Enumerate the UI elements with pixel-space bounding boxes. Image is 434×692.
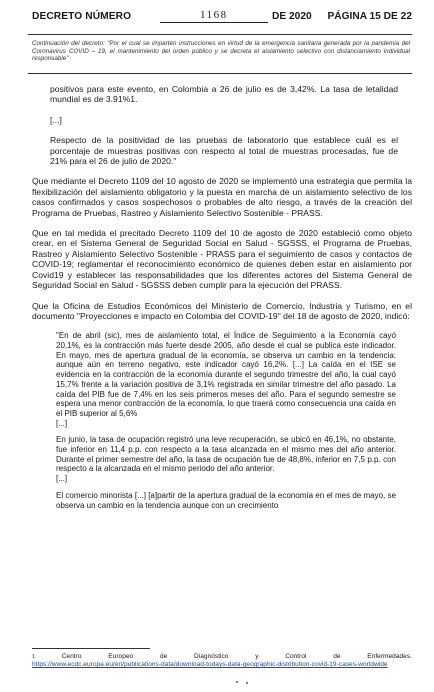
quote-employment: En junio, la tasa de ocupación registró una leve recuperación, se ubicó en 46,1%, no obstante, fue inferior en 11,4 p.p. con respecto a la tasa alcanzada en el mismo mes del año anterior. Durante el primer semestre del año, la tasa de ocupación fue de 48,8%, inferior en 7,5 p.p. con respecto a la alcanzada en el mismo periodo del año anterior. [56,435,396,474]
continuation-note: Continuación del decreto: "Por el cual se imparten instrucciones en virtud de la emergencia sanitaria generada por la pandemia del Coronavirus COVID – 19, el mantenimiento del orden público y se decreta el aislamiento selectivo con distanciamiento individual responsable" [32,40,410,63]
decree-number: 1168 [200,9,228,21]
paragraph-positivity: Respecto de la positividad de las pruebas de laboratorio que establece cuál es el porcentaje de muestras positivas con respecto al total de muestras procesadas, fue de 21% para el 26 de julio de 2020." [50,135,398,167]
decree-label: DECRETO NÚMERO [32,11,132,22]
continuation-rule [28,73,412,74]
ellipsis: [...] [56,418,68,428]
footnote-source: 1 Centro Europeo de Diagnóstico y Control de Enfermedades. [32,653,412,660]
scan-speck [246,682,248,684]
paragraph-lethality: positivos para este evento, en Colombia a 26 de julio es de 3,42%. La tasa de letalidad mundial es de 3.91%1. [50,84,398,105]
ellipsis: [...] [56,474,68,484]
ellipsis: [...] [50,114,62,125]
paragraph-decreto-1109: Que mediante el Decreto 1109 del 10 agosto de 2020 se implementó una estrategia que permita la flexibilización del aislamiento obligatorio y la puesta en marcha de un aislamiento selectivo de los casos confirmados y casos sospechosos o probables de alto riesgo, a través de la creación del Programa de Pruebas, Rastreo y Aislamiento Selectivo Sostenible - PRASS. [32,176,412,218]
header-rule [28,34,412,35]
quote-ise: "En de abril (sic), mes de aislamiento total, el Índice de Seguimiento a la Economía cayó 20,1%, es la contracción más fuerte desde 2005, año desde el cual se publica este indicador. En mayo, mes de apertura gradual de la economía, se observa un cambio en la tendencia: aunque aún en terreno negativo, este indicador cayó 16,2%. [...] La caída en el ISE se evidencia en la contracción de la economía durante el segundo trimestre del año, la cual cayó 15,7% frente a la variación positiva de 3,1% registrada en similar trimestre del año pasado. La caída del PIB fue de 7,4% en los seis primeros meses del año. Para el segundo semestre se espera una menor contracción de la economía, lo que traerá como consecuencia una caída en el PIB superior al 5,6% [56,331,396,418]
decree-year: DE 2020 [272,11,312,22]
document-body [32,84,412,510]
scan-speck [236,681,238,683]
footnote-marker: 1 [32,654,36,660]
page-header [32,9,412,25]
paragraph-mincomercio: Que la Oficina de Estudios Económicos del Ministerio de Comercio, Industria y Turismo, en el documento "Proyecciones e impacto en Colombia del COVID-19" del 18 de agosto de 2020, indicó: [32,300,412,321]
footnote [32,653,412,669]
page-number: PÁGINA 15 DE 22 [327,11,412,22]
footnote-link[interactable]: https://www.ecdc.europa.eu/en/publications-data/download-todays-data-geographic-distribution-covid-19-cases-worldwide [32,661,388,668]
footnote-rule [32,648,150,649]
decree-number-line [160,22,268,23]
paragraph-prass-objective: Que en tal medida el precitado Decreto 1109 del 10 de agosto de 2020 estableció como objeto crear, en el Sistema General de Seguridad Social en Salud - SGSSS, el Programa de Pruebas, Rastreo y Aislamiento Selectivo Sostenible - PRASS para el seguimiento de casos y contactos de COVID-19; reglamentar el reconocimiento económico de quienes deben estar en aislamiento por Covid19 y establecer las responsabilidades que los diferentes actores del Sistema General de Seguridad Social en Salud - SGSSS deben cumplir para la ejecución del PRASS. [32,228,412,291]
quote-retail: El comercio minorista [...] [a]partir de la apertura gradual de la economía en el mes de mayo, se observa un cambio en la tendencia aunque con un crecimiento [56,490,396,510]
